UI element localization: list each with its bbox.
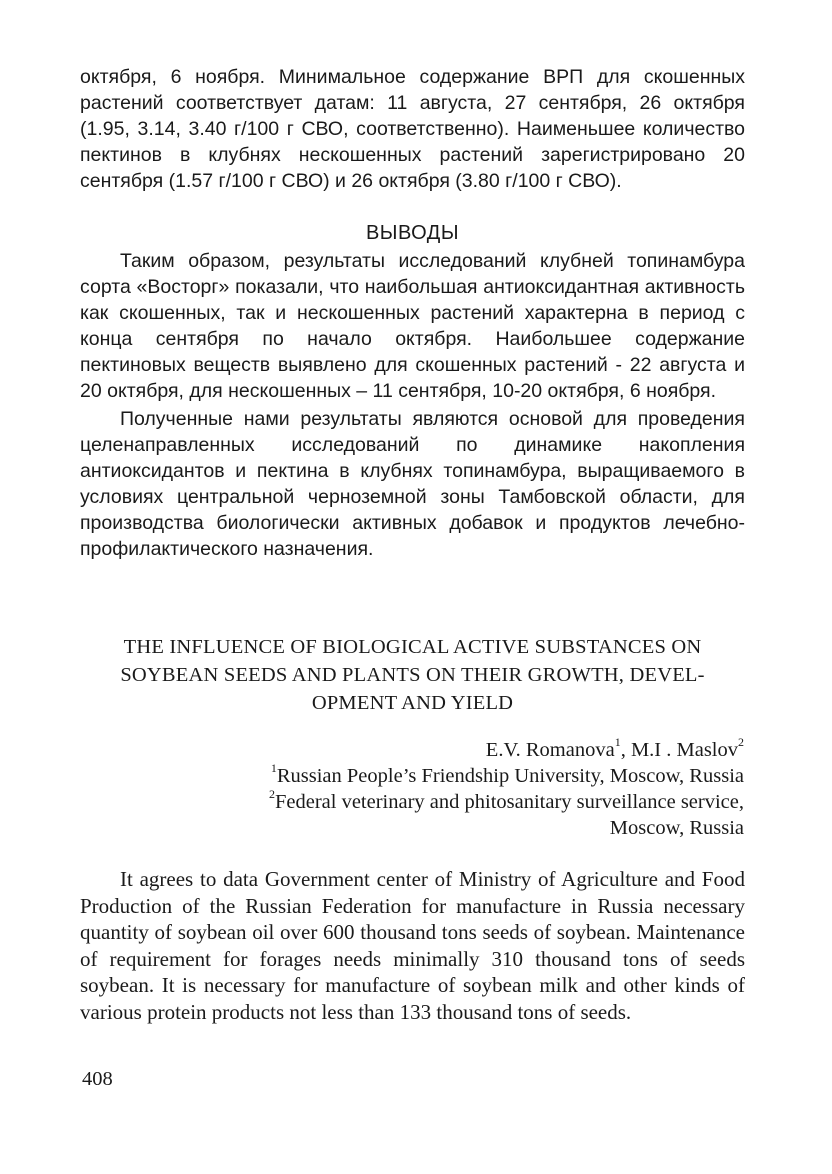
conclusions-paragraph-2: Полученные нами результаты являются основой для проведения целенаправленных исследований по динамике накопления антиоксидантов и пектина в клубнях топинамбура, выращиваемого в условиях центральной черноземной зоны Тамбовской области, для производства биологически активных добавок и продуктов лечебно-профилактического назначения. — [80, 408, 745, 560]
paragraph-text: октября, 6 ноября. Минимальное содержание ВРП для скошенных растений соответствует датам: 11 августа, 27 сентября, 26 октября (1.95, 3.14, 3.40 г/100 г СВО, соответственно). Наименьшее количество пектинов в клубнях нескошенных растений зарегистрировано 20 сентября (1.57 г/100 г СВО) и 26 октября (3.80 г/100 г СВО). — [80, 66, 745, 192]
author-name: E.V. Romanova — [485, 739, 615, 761]
author-affiliation-marker: 2 — [738, 735, 744, 750]
affiliation-2-continued: Moscow, Russia — [609, 817, 744, 839]
authors-block — [144, 737, 744, 841]
author-separator: , — [620, 739, 631, 761]
english-abstract — [80, 866, 745, 1025]
title-line: OPMENT AND YIELD — [311, 692, 514, 714]
affiliation-marker: 1 — [270, 761, 277, 776]
affiliation-1 — [144, 763, 744, 789]
author-line — [144, 737, 744, 763]
page-number: 408 — [82, 1068, 113, 1090]
affiliation-marker: 2 — [268, 787, 275, 802]
conclusions-paragraph-1: Таким образом, результаты исследований клубней топинамбура сорта «Восторг» показали, что наибольшая антиоксидантная активность как скошенных, так и нескошенных растений характерна в период с конца сентября по начало октября. Наибольшее содержание пектиновых веществ выявлено для скошенных растений - 22 августа и 20 октября, для нескошенных – 11 сентября, 10-20 октября, 6 ноября. — [80, 250, 745, 402]
abstract-paragraph: It agrees to data Government center of Ministry of Agriculture and Food Production of the Russian Federation for manufacture in Russia necessary quantity of soybean oil over 600 thousand tons seeds of soybean. Maintenance of requirement for forages needs minimally 310 thousand tons of seeds soybean. It is necessary for manufacture of soybean milk and other kinds of various protein products not less than 133 thousand tons of seeds. — [80, 867, 745, 1024]
title-line: THE INFLUENCE OF BIOLOGICAL ACTIVE SUBSTANCES ON — [123, 636, 702, 658]
author-name: M.I . Maslov — [630, 739, 738, 761]
author-affiliation-marker: 1 — [614, 735, 621, 750]
affiliation-2 — [144, 789, 744, 815]
affiliation-text: Russian People’s Friendship University, Moscow, Russia — [276, 765, 744, 787]
article-title — [80, 633, 745, 717]
conclusions-heading: ВЫВОДЫ — [365, 222, 460, 244]
conclusions-section — [80, 248, 745, 562]
title-line: SOYBEAN SEEDS AND PLANTS ON THEIR GROWTH, DEVEL- — [120, 664, 705, 686]
affiliation-text: Federal veterinary and phitosanitary surveillance service, — [274, 791, 744, 813]
russian-continued-paragraph — [80, 64, 745, 194]
